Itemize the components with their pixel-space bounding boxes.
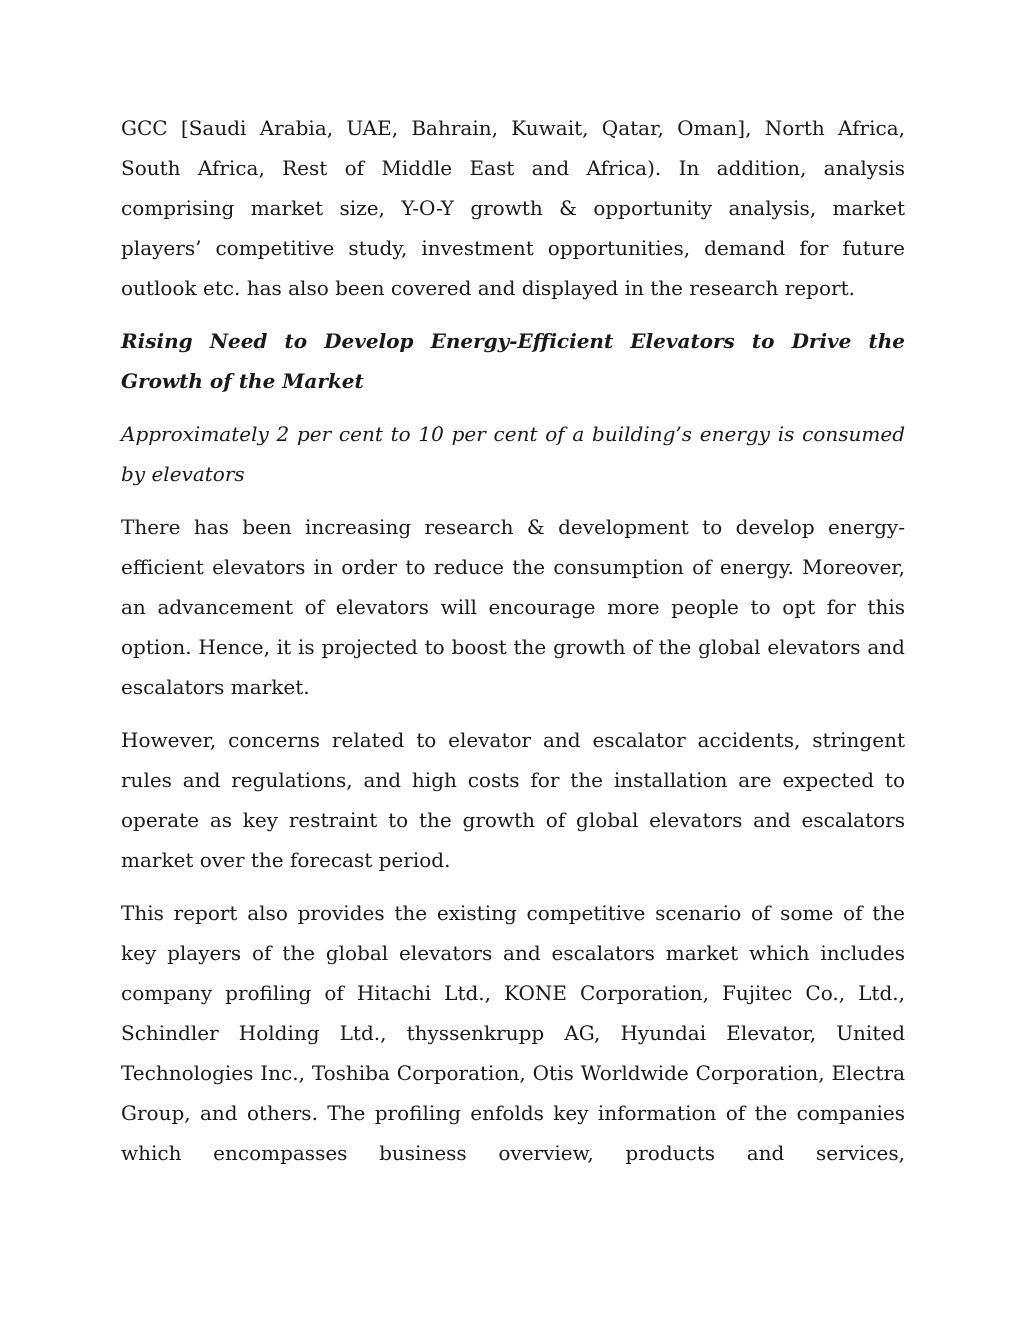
body-paragraph-region-analysis: GCC [Saudi Arabia, UAE, Bahrain, Kuwait, Qatar, Oman], North Africa, South Africa, Rest of Middle East and Africa). In addition, analysis comprising market size, Y-O-Y growth & opportunity analysis, market players’ competitive study, investment opportunities, demand for future outlook etc. has also been covered and displayed in the research report. [121,116,905,300]
body-paragraph-key-players: This report also provides the existing competitive scenario of some of the key players of the global elevators and escalators market which includes company profiling of Hitachi Ltd., KONE Corporation, Fujitec Co., Ltd., Schindler Holding Ltd., thyssenkrupp AG, Hyundai Elevator, United Technologies Inc., Toshiba Corporation, Otis Worldwide Corporation, Electra Group, and others. The profiling enfolds key information of the companies which encompasses business overview, products and services, [121,901,905,1165]
document-page [121,108,905,1186]
body-paragraph-restraints: However, concerns related to elevator and escalator accidents, stringent rules and regulations, and high costs for the installation are expected to operate as key restraint to the growth of global elevators and escalators market over the forecast period. [121,728,905,872]
section-heading: Rising Need to Develop Energy-Efficient Elevators to Drive the Growth of the Market [121,329,905,393]
section-subheading: Approximately 2 per cent to 10 per cent of a building’s energy is consumed by elevators [121,422,905,486]
body-paragraph-energy-efficient: There has been increasing research & development to develop energy-efficient elevators in order to reduce the consumption of energy. Moreover, an advancement of elevators will encourage more people to opt for this option. Hence, it is projected to boost the growth of the global elevators and escalators market. [121,515,905,699]
